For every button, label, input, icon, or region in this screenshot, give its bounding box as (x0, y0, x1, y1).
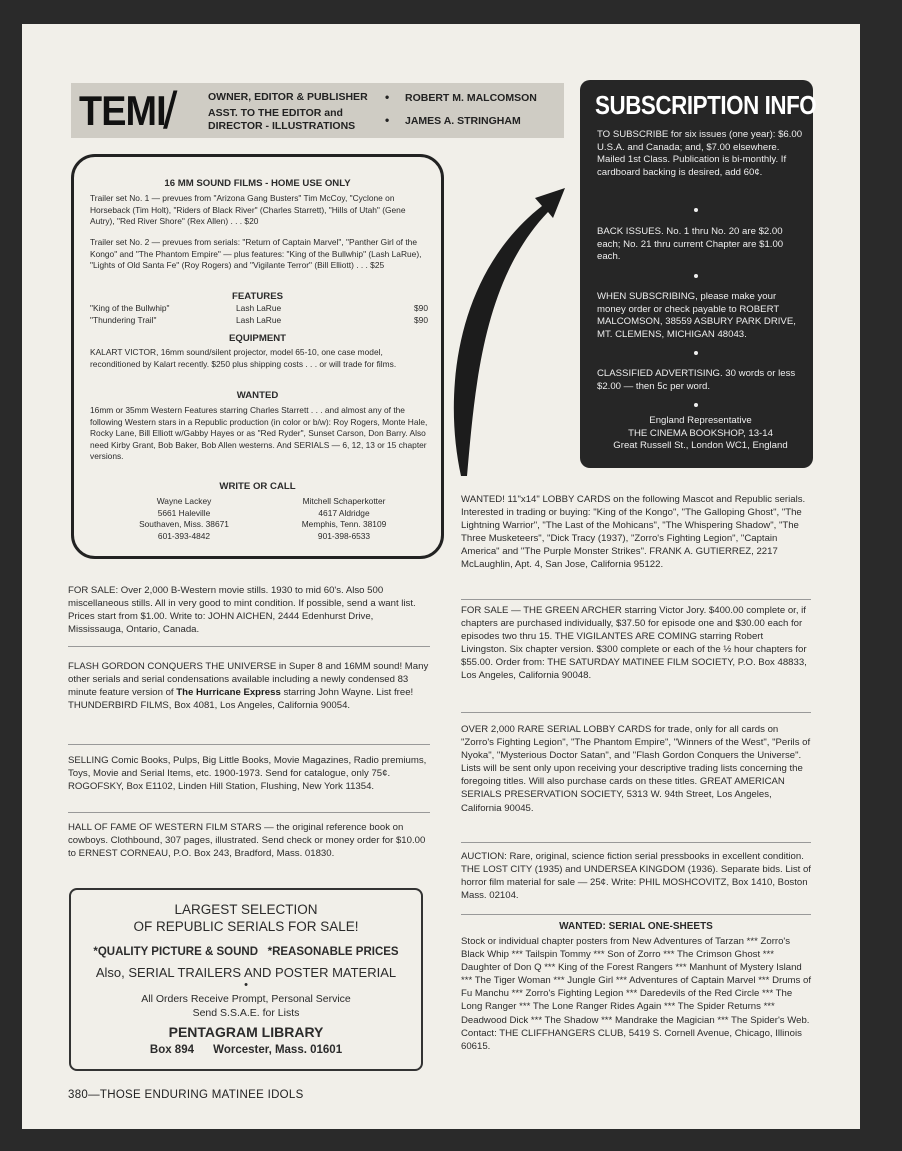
divider (68, 812, 430, 813)
masthead-role-publisher: OWNER, EDITOR & PUBLISHER (208, 91, 368, 103)
contact-city: Memphis, Tenn. 38109 (301, 519, 387, 530)
divider (461, 842, 811, 843)
pentagram-address: Box 894 Worcester, Mass. 01601 (149, 1044, 343, 1056)
pentagram-selling-points: *QUALITY PICTURE & SOUND *REASONABLE PRICES (93, 946, 399, 958)
pentagram-library-name: PENTAGRAM LIBRARY (168, 1024, 324, 1040)
contact-name: Mitchell Schaperkotter (302, 496, 386, 506)
film-box-wanted-heading: WANTED (236, 390, 279, 401)
subscription-rates: TO SUBSCRIBE for six issues (one year): $6.00 U.S.A. and Canada; and, $7.00 elsewhere. Mailed 1st Class. Publication is bi-monthly. If cardboard backing is desired, add 60¢. (597, 129, 803, 179)
film-box-contact-heading: WRITE OR CALL (219, 481, 296, 492)
masthead-slash: / (163, 82, 178, 140)
magazine-page (22, 24, 860, 1129)
masthead-editor-name: ROBERT M. MALCOMSON (405, 92, 537, 104)
separator-dot (694, 274, 698, 278)
rep-heading: England Representative (649, 415, 752, 426)
film-box-trailer-set-2: Trailer set No. 2 — prevues from serials: "Return of Captain Marvel", "Panther Girl of the Kongo" and "The Phantom Empire" — plus features: "King of the Bullwhip" (Lash LaRue), "Lights of Old Santa Fe" (Roy Rogers) and "Vigilante Terror" (Bill Elliott) . . . $25 (90, 237, 422, 271)
ad-hall-of-fame-book: HALL OF FAME OF WESTERN FILM STARS — the original reference book on cowboys. Clothbound, 307 pages, illustrated. Send check or money order for $10.00 to ERNEST CORNEAU, P.O. Box 243, Bradford, Mass. 01830. (68, 822, 426, 860)
contact-street: 5661 Haleville (157, 507, 211, 518)
pentagram-ssae-line: Send S.S.A.E. for Lists (192, 1007, 300, 1019)
back-issues-info: BACK ISSUES. No. 1 thru No. 20 are $2.00 each; No. 21 thru current Chapter are $1.00 each. (597, 226, 784, 263)
ad-rogofsky-comics: SELLING Comic Books, Pulps, Big Little Books, Movie Magazines, Radio premiums, Toys, Movie and Serial Items, etc. 1900-1973. Send for catalogue, only 75¢. ROGOFSKY, Box E1102, Linden Hill Station, Flushing, New York 11354. (68, 755, 427, 793)
film-sale-ad-box (71, 154, 444, 559)
serial-one-sheets-heading: WANTED: SERIAL ONE-SHEETS (559, 921, 713, 932)
page-footer: 380—THOSE ENDURING MATINEE IDOLS (68, 1089, 304, 1101)
ad-sci-fi-pressbooks-auction: AUCTION: Rare, original, science fiction serial pressbooks in excellent condition. THE LOST CITY (1935) and UNDERSEA KINGDOM (1936). Separate bids. List of horror film material for sale — 25¢. Write: PHIL MOSHCOVITZ, Box 1410, Boston Mass. 02104. (461, 851, 811, 902)
contact-city: Southaven, Miss. 38671 (139, 519, 229, 530)
masthead (71, 83, 564, 138)
separator-dot (694, 351, 698, 355)
rep-name: THE CINEMA BOOKSHOP, 13-14 (628, 427, 773, 439)
pentagram-headline-1: LARGEST SELECTION (174, 902, 318, 917)
ad-thunderbird-films: FLASH GORDON CONQUERS THE UNIVERSE in Super 8 and 16MM sound! Many other serials and serial condensations available including a newly condensed 83 minute feature version of The Hurricane Express starring John Wayne. List free! THUNDERBIRD FILMS, Box 4081, Los Angeles, California 90054. (68, 661, 429, 712)
ad-green-archer-sale: FOR SALE — THE GREEN ARCHER starring Victor Jory. $400.00 complete or, if chapters are purchased individually, $37.50 for episode one and $30.00 each for episodes two thru 15. THE VIGILANTES ARE COMING starring Robert Livingston. Six chapter version. $300 complete or each of the ½ hour chapters for $55.00. Order from: THE SATURDAY MATINEE FILM SOCIETY, P.O. Box 48833, Los Angeles, California 90048. (461, 605, 807, 682)
feature-star: Lash LaRue (236, 303, 282, 313)
film-box-features-heading: FEATURES (232, 291, 283, 302)
film-box-wanted-text: 16mm or 35mm Western Features starring Charles Starrett . . . and almost any of the following Western stars in a Republic production (in color or b/w): Roy Rogers, Monte Hale, Rocky Lane, Bill Elliott w/Gabby Hayes or as "Red Ryder", Sunset Carson, Don Barry. Also need Kirby Grant, Bob Baker, Bob Allen westerns. And SERIALS — 6, 12, 13 or 15 chapter versions. (90, 405, 428, 462)
ad-serial-one-sheets-wanted: Stock or individual chapter posters from New Adventures of Tarzan *** Zorro's Black Whip *** Tailspin Tommy *** Son of Zorro *** The Crimson Ghost *** Daughter of Don Q *** King of the Forest Rangers *** Manhunt of Mystery Island *** The Tiger Woman *** Jungle Girl *** Adventures of Captain Marvel *** Drums of Fu Manchu *** Zorro's Fighting Legion *** Daredevils of the Red Circle *** The Long Ranger *** The Lone Ranger Rides Again *** The Spider Returns *** Deadwood Dick *** The Shadow *** Mandrake the Magician *** The Spider's Web. Contact: THE CLIFFHANGERS CLUB, 5419 S. Cornell Avenue, Chicago, Illinois 60615. (461, 936, 811, 1052)
ad-lobby-cards-wanted: WANTED! 11"x14" LOBBY CARDS on the following Mascot and Republic serials. Interested in trading or buying: "King of the Kongo", "The Galloping Ghost", "The Lightning Warrior", "The Last of the Mohicans", "The Whispering Shadow", "The Three Musketeers", "Dick Tracy (1937), "Zorro's Fighting Legion", "Captain America" and "The Purple Monster Strikes". FRANK A. GUTIERREZ, 2217 McLaughlin, Apt. 4, San Jose, California 95122. (461, 494, 806, 571)
subscription-title: SUBSCRIPTION INFO (595, 90, 817, 120)
film-box-title: 16 MM SOUND FILMS - HOME USE ONLY (164, 178, 351, 189)
feature-star: Lash LaRue (236, 315, 282, 325)
contact-street: 4617 Aldridge (318, 507, 370, 518)
masthead-role-asst-1: ASST. TO THE EDITOR and (208, 107, 343, 119)
masthead-bullet: • (385, 113, 390, 127)
divider (461, 712, 811, 713)
film-box-equipment-heading: EQUIPMENT (228, 333, 287, 344)
divider (68, 646, 430, 647)
pentagram-service-line: All Orders Receive Prompt, Personal Service (141, 993, 351, 1005)
feature-title: "King of the Bullwhip" (90, 303, 170, 313)
feature-title: "Thundering Trail" (90, 315, 157, 325)
contact-wayne-lackey (124, 496, 244, 542)
subscribing-address: WHEN SUBSCRIBING, please make your money order or check payable to ROBERT MALCOMSON, 38559 ASBURY PARK DRIVE, MT. CLEMENS, MICHIGAN 48043. (597, 291, 796, 341)
rep-address: Great Russell St., London WC1, England (613, 440, 788, 452)
masthead-director-name: JAMES A. STRINGHAM (405, 115, 521, 127)
classified-advertising-rates: CLASSIFIED ADVERTISING. 30 words or less $2.00 — then 5c per word. (597, 368, 796, 392)
feature-price: $90 (414, 303, 428, 313)
contact-phone: 901-398-6533 (317, 530, 371, 541)
separator-dot (694, 208, 698, 212)
divider (461, 599, 811, 600)
contact-phone: 601-393-4842 (157, 530, 211, 541)
divider (461, 914, 811, 915)
pentagram-trailers-line: Also, SERIAL TRAILERS AND POSTER MATERIAL (95, 965, 397, 980)
film-box-equipment-text: KALART VICTOR, 16mm sound/silent projector, model 65-10, one case model, reconditioned by Kalart recently. $250 plus shipping costs . . . or will trade for films. (90, 347, 397, 369)
england-representative (597, 415, 804, 453)
contact-mitchell-schaperkotter (274, 496, 414, 542)
pentagram-headline-2: OF REPUBLIC SERIALS FOR SALE! (133, 919, 359, 934)
pentagram-library-ad (69, 888, 423, 1071)
contact-name: Wayne Lackey (156, 496, 212, 506)
curved-arrow-icon (447, 164, 577, 484)
ad-b-western-stills: FOR SALE: Over 2,000 B-Western movie stills. 1930 to mid 60's. Also 500 miscellaneous stills. All in very good to mint condition. If possible, send a want list. Prices start from $1.00. Write to: JOHN AICHEN, 2444 Edenhurst Drive, Mississauga, Ontario, Canada. (68, 585, 416, 636)
feature-price: $90 (414, 315, 428, 325)
separator-dot (694, 403, 698, 407)
film-box-trailer-set-1: Trailer set No. 1 — prevues from "Arizona Gang Busters" Tim McCoy, "Cyclone on Horseback (Tim Holt), "Riders of Black River" (Charles Starrett), "Hills of Utah" (Gene Autry), "Red River Shore" (Rex Allen) . . . $20 (90, 193, 406, 227)
ad-rare-serial-lobby-cards: OVER 2,000 RARE SERIAL LOBBY CARDS for trade, only for all cards on "Zorro's Fighting Legion", "The Phantom Empire", "Winners of the West", "Perils of Nyoka", "Mysterious Doctor Satan", and "Flash Gordon Conquers the Universe". Lists will be sent only upon receiving your descriptive trading lists concerning the foregoing titles. Will also purchase cards on these titles. GREAT AMERICAN SERIALS PRESERVATION SOCIETY, 5313 W. 94th Street, Los Angeles, California 90045. (461, 724, 811, 814)
divider (68, 744, 430, 745)
pentagram-bullet: • (244, 979, 248, 991)
masthead-logo: TEMI (79, 87, 166, 134)
subscription-info-box (580, 80, 817, 468)
masthead-bullet: • (385, 90, 390, 104)
masthead-role-asst-2: DIRECTOR - ILLUSTRATIONS (208, 120, 356, 132)
